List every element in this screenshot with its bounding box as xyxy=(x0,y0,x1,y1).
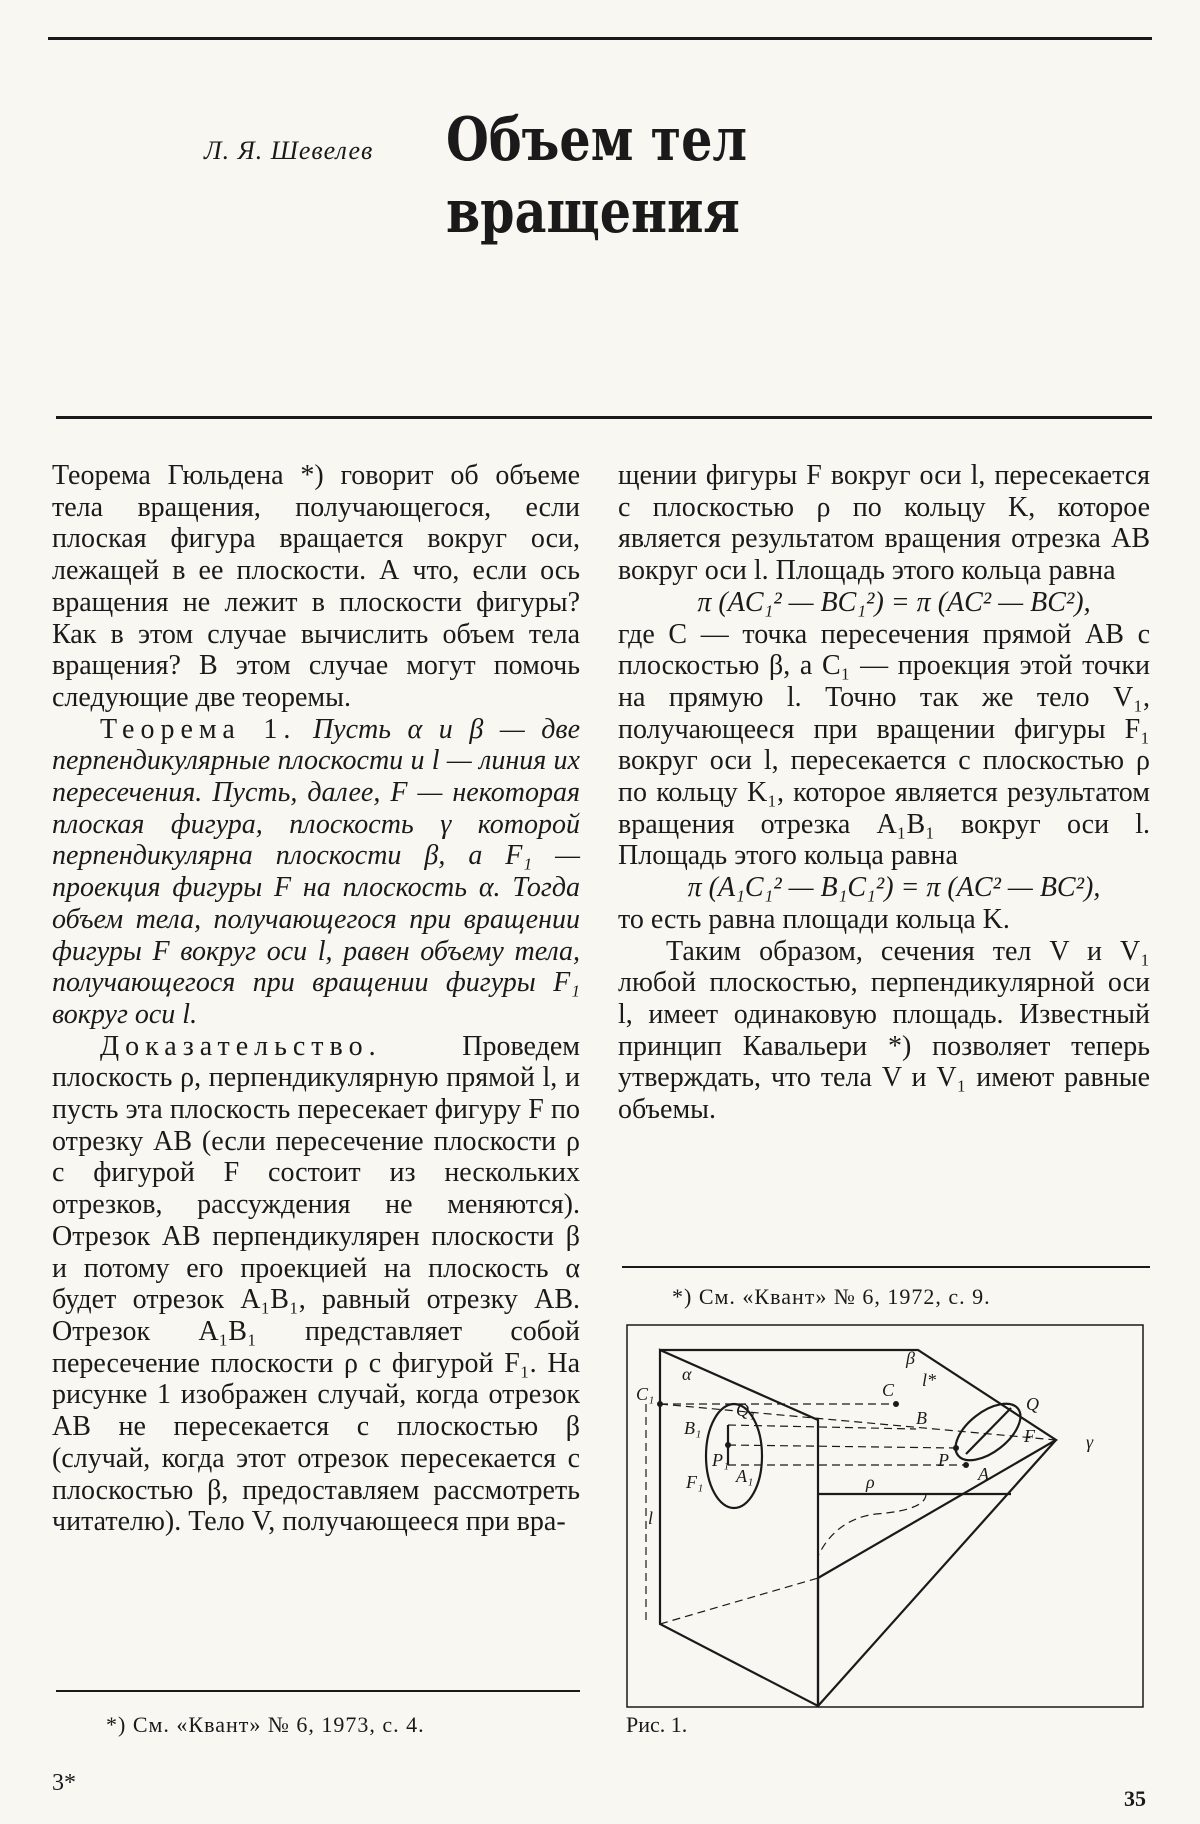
label-a: A xyxy=(978,1464,989,1484)
label-alpha: α xyxy=(682,1364,692,1384)
label-q: Q xyxy=(1026,1394,1039,1414)
label-p: P xyxy=(938,1450,949,1470)
label-p1: P₁ xyxy=(712,1450,730,1470)
label-f1: F₁ xyxy=(686,1472,704,1492)
label-b: B xyxy=(916,1408,927,1428)
signature-mark: 3* xyxy=(52,1770,76,1796)
right-paragraph-3: то есть равна площади кольца K. xyxy=(618,903,1010,935)
right-footnote-rule xyxy=(622,1266,1150,1268)
proof xyxy=(52,1031,580,1538)
gamma-edge xyxy=(818,1440,1056,1706)
label-beta: β xyxy=(906,1348,915,1368)
header-rule xyxy=(56,416,1152,419)
theorem-text: Пусть α и β — две перпендикулярные плоскости и l — линия их пересечения. Пусть, далее, F — некоторая плоская фигура, плоскость γ которой перпендикулярна плоскости β, а F₁ — проекция фигуры F на плоскость α. Тогда объем тела, получающегося при вращении фигуры F вокруг оси l, равен объему тела, получающегося при вращении фигуры F₁ вокруг оси l. xyxy=(52,713,581,1030)
page-number: 35 xyxy=(1124,1786,1146,1811)
left-column xyxy=(52,460,580,1538)
theorem-1 xyxy=(52,714,580,1031)
label-f: F xyxy=(1024,1426,1035,1446)
label-gamma: γ xyxy=(1086,1432,1094,1452)
label-l: l xyxy=(648,1508,654,1528)
figure-caption: Рис. 1. xyxy=(626,1712,688,1737)
equation-1: π (AC₁² — BC₁²) = π (AC² — BC²), xyxy=(697,586,1091,618)
label-c1: C₁ xyxy=(636,1384,655,1404)
hidden-edge xyxy=(660,1578,818,1624)
intro-paragraph: Теорема Гюльдена *) говорит об объеме тела вращения, получающегося, если плоская фигура вращается вокруг оси, лежащей в ее плоскости. А что, если ось вращения не лежит в плоскости фигуры? Как в этом случае вычислить объем тела вращения? В этом случае могут помочь следующие две теоремы. xyxy=(52,460,580,713)
right-footnote: *) См. «Квант» № 6, 1972, с. 9. xyxy=(672,1284,991,1309)
label-b1: B₁ xyxy=(684,1418,702,1438)
right-paragraph-1: щении фигуры F вокруг оси l, пересекается с плоскостью ρ по кольцу K, которое является результатом вращения отрезка AB вокруг оси l. Площадь этого кольца равна xyxy=(618,460,1150,587)
left-footnote: *) См. «Квант» № 6, 1973, с. 4. xyxy=(106,1712,425,1737)
label-c: C xyxy=(882,1380,895,1400)
left-footnote-rule xyxy=(56,1690,580,1692)
proof-label: Доказательство. xyxy=(100,1030,382,1062)
right-column xyxy=(618,460,1150,1126)
equation-2: π (A₁C₁² — B₁C₁²) = π (AC² — BC²), xyxy=(687,872,1101,904)
author-name: Л. Я. Шевелев xyxy=(204,136,374,165)
label-rho: ρ xyxy=(866,1472,875,1492)
title-line-1: Объем тел xyxy=(446,105,748,175)
label-a1: A₁ xyxy=(736,1466,754,1486)
article-title xyxy=(446,104,747,248)
figure-1 xyxy=(626,1324,1144,1708)
right-paragraph-2: где C — точка пересечения прямой AB с плоскостью β, а C₁ — проекция этой точки на прямую l. Точно так же тело V₁, получающееся при вращении фигуры F₁ вокруг оси l, пересекается с плоскостью ρ по кольцу K₁, которое является результатом вращения отрезка A₁B₁ вокруг оси l. Площадь этого кольца равна xyxy=(618,618,1150,872)
theorem-label: Теорема 1. xyxy=(100,713,297,745)
label-q1: Q₁ xyxy=(736,1400,756,1420)
right-paragraph-4: Таким образом, сечения тел V и V₁ любой плоскостью, перпендикулярной оси l, имеет одинаковую площадь. Известный принцип Кавальери *) позволяет теперь утверждать, что тела V и V₁ имеют равные объемы. xyxy=(618,935,1150,1126)
segment-ab xyxy=(966,1408,1011,1454)
label-l-star: l* xyxy=(922,1370,937,1390)
top-rule xyxy=(48,37,1152,40)
proof-text: Проведем плоскость ρ, перпендикулярную прямой l, и пусть эта плоскость пересекает фигуру F по отрезку AB (если пересечение плоскости ρ с фигурой F состоит из нескольких отрезков, рассуждения не меняются). Отрезок AB перпендикулярен плоскости β и потому его проекцией на плоскость α будет отрезок A₁B₁, равный отрезку AB. Отрезок A₁B₁ представляет собой пересечение плоскости ρ с фигурой F₁. На рисунке 1 изображен случай, когда отрезок AB не пересекается с плоскостью β (случай, когда этот отрезок пересекается с плоскостью β, предоставляем рассмотреть читателю). Тело V, получающееся при вра- xyxy=(52,1030,580,1538)
title-line-2: вращения xyxy=(446,177,740,247)
